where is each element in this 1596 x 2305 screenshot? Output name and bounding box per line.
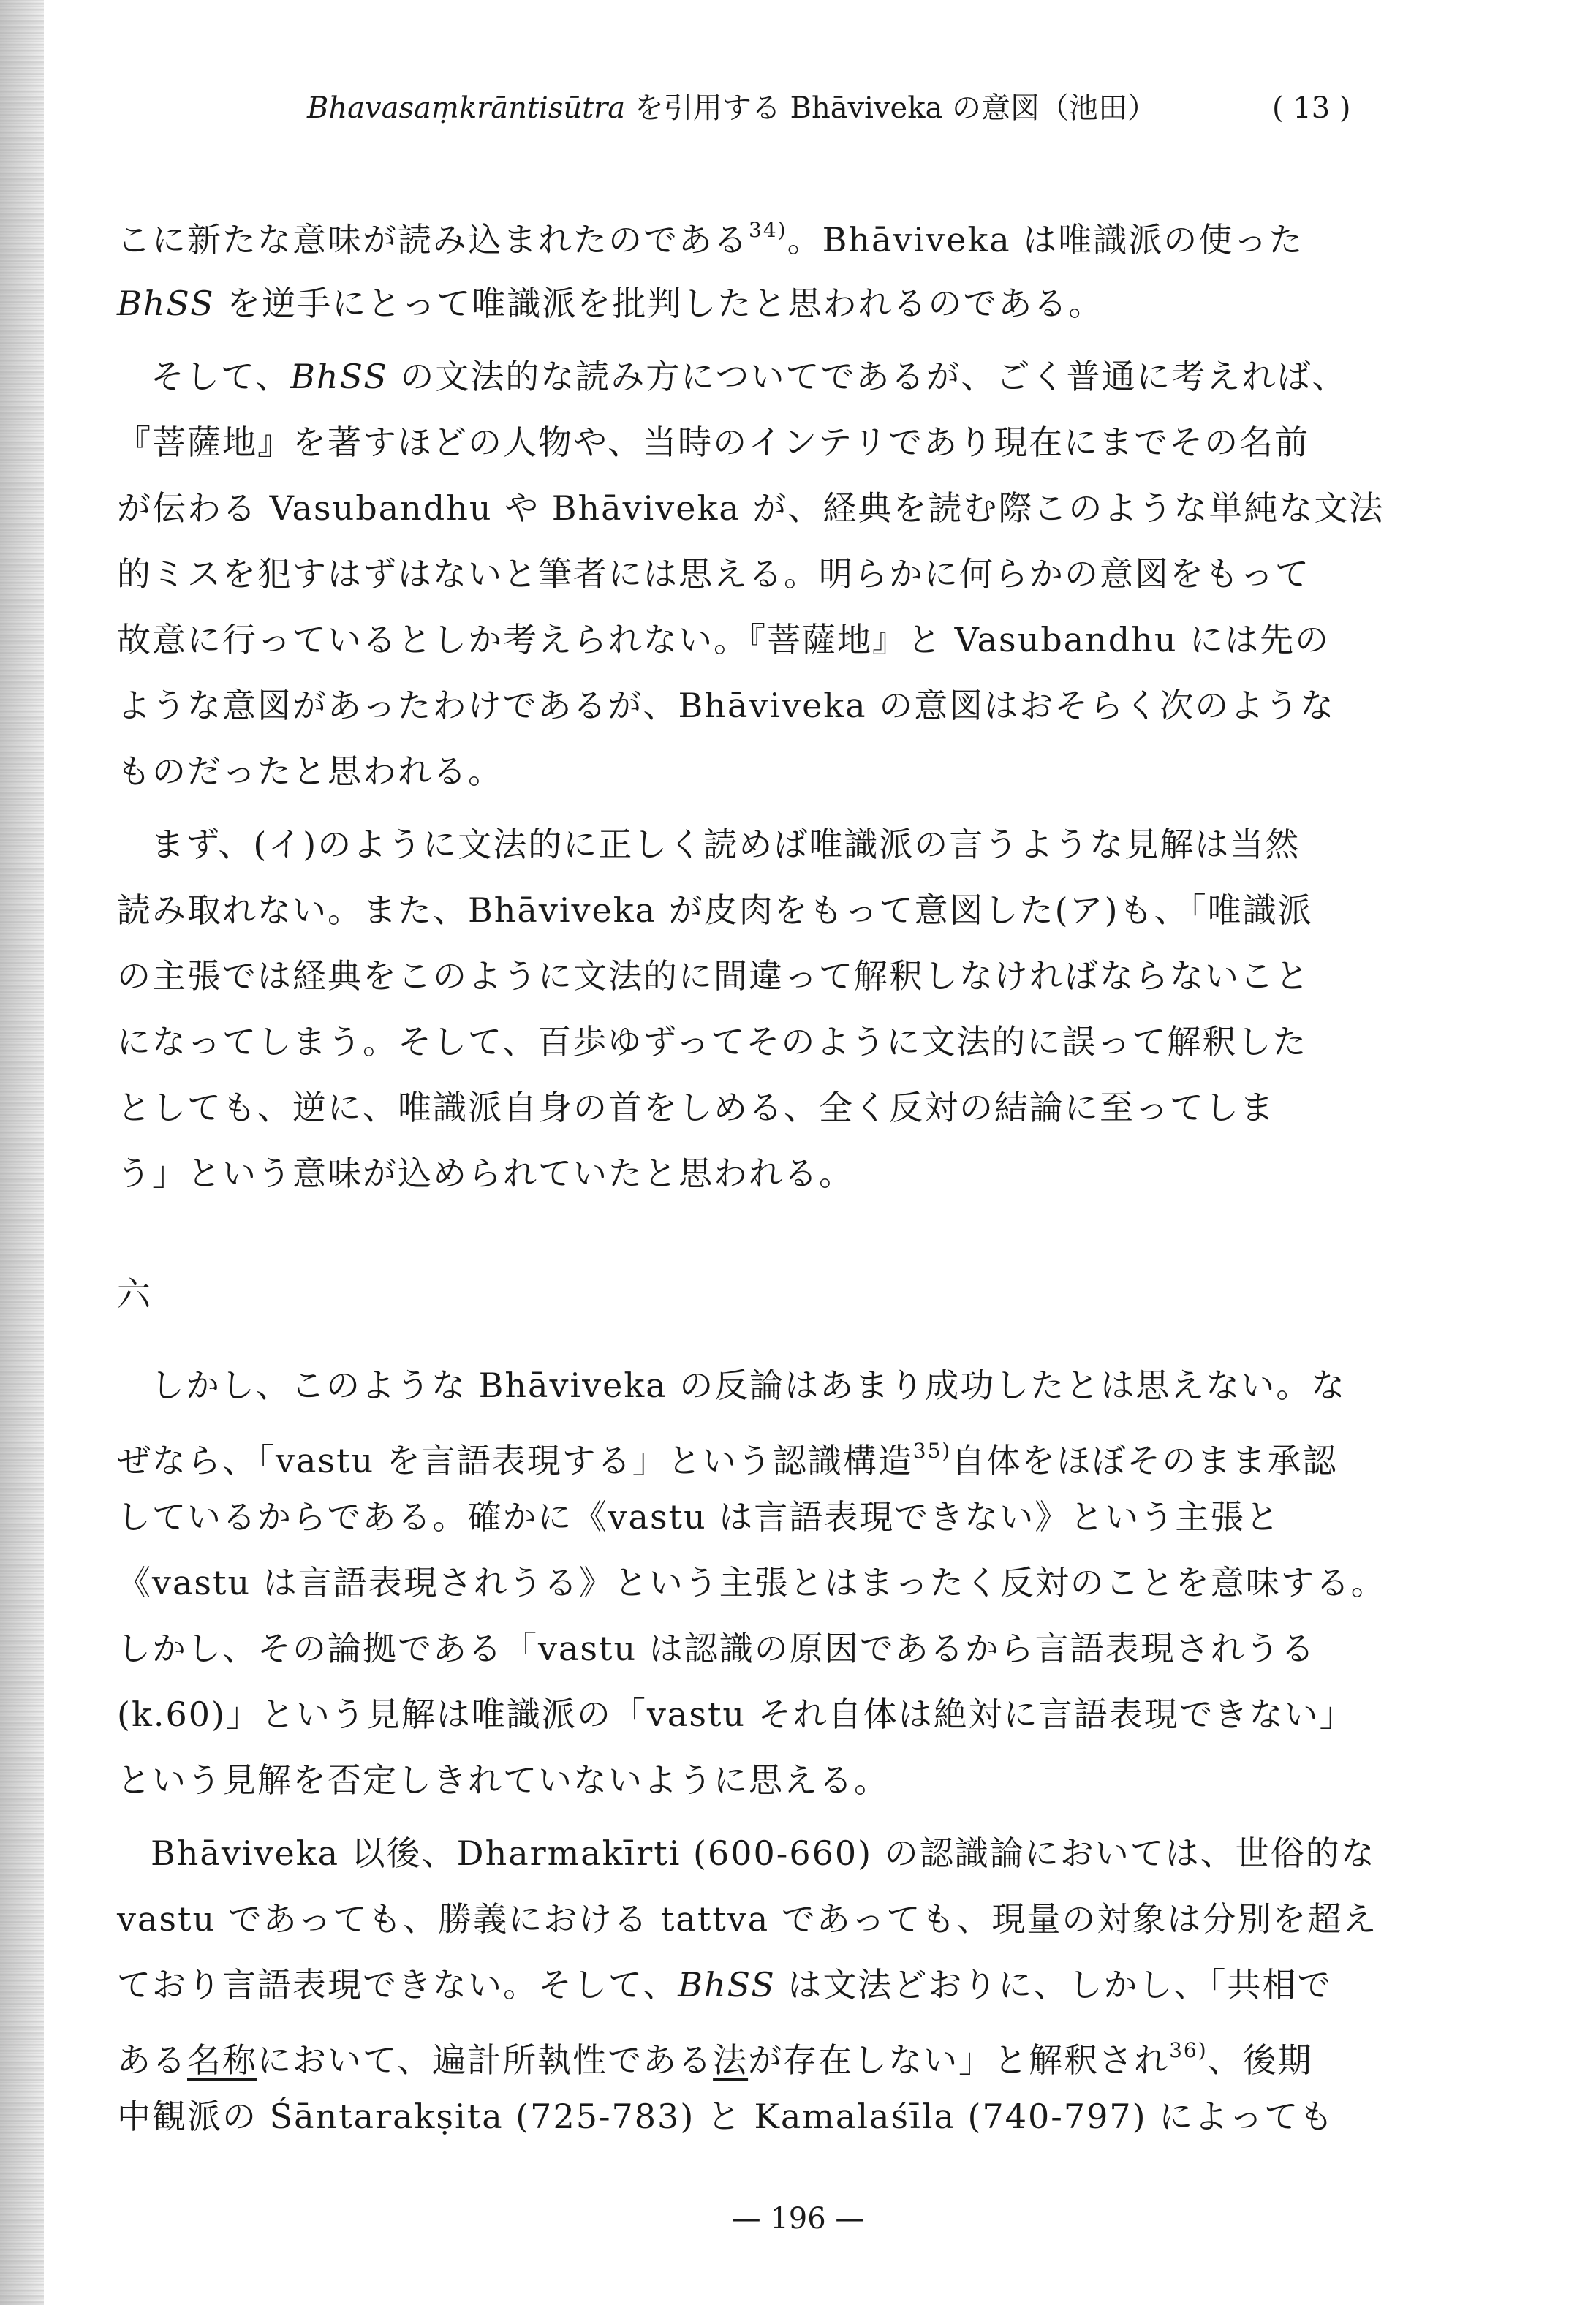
text-run: 自体をほぼそのまま承認: [951, 1441, 1338, 1480]
text-line: 故意に行っているとしか考えられない。『菩薩地』と Vasubandhu には先の: [117, 620, 1331, 659]
section-heading: 六: [117, 1274, 151, 1314]
underlined-term: 名称: [187, 2040, 257, 2080]
text-line: の主張では経典をこのように文法的に間違って解釈しなければならないこと: [117, 956, 1310, 996]
text-line: しかし、このような Bhāviveka の反論はあまり成功したとは思えない。な: [151, 1366, 1347, 1405]
text-line: う」という意味が込められていたと思われる。: [117, 1154, 854, 1193]
text-run: を逆手にとって唯識派を批判したと思われるのである。: [214, 284, 1104, 323]
text-line: としても、逆に、唯識派自身の首をしめる、全く反対の結論に至ってしま: [117, 1088, 1275, 1127]
text-line: 読み取れない。また、Bhāviveka が皮肉をもって意図した(ア)も、「唯識派: [117, 890, 1313, 930]
text-line: [117, 201, 1374, 260]
footnote-ref: 34): [749, 218, 787, 242]
text-line: ものだったと思われる。: [117, 752, 503, 791]
scan-edge-shadow: [0, 0, 44, 2305]
text-run: そして、: [151, 357, 291, 396]
footnote-ref: 36): [1169, 2038, 1208, 2062]
text-run: ており言語表現できない。そして、: [117, 1965, 678, 2005]
footnote-ref: 35): [912, 1439, 952, 1463]
text-line: [117, 1422, 1374, 1480]
text-run: は文法どおりに、しかし、「共相で: [775, 1965, 1333, 2005]
text-line: vastu であっても、勝義における tattva であっても、現量の対象は分別を超え: [117, 1899, 1378, 1939]
text-line: という見解を否定しきれていないように思える。: [117, 1760, 889, 1800]
text-line: [117, 1956, 1374, 2014]
text-line: 《vastu は言語表現されうる》という主張とはまったく反対のことを意味する。: [117, 1563, 1386, 1602]
running-header: [307, 86, 1389, 130]
footer-page-number: — 196 —: [731, 2202, 865, 2236]
text-run: が存在しない」と解釈され: [748, 2040, 1170, 2080]
text-run: の文法的な読み方についてであるが、ごく普通に考えれば、: [387, 357, 1347, 396]
text-line: まず、(イ)のように文法的に正しく読めば唯識派の言うような見解は当然: [151, 825, 1301, 864]
text-line: [117, 274, 1374, 333]
text-line: 中観派の Śāntarakṣita (725-783) と Kamalaśīla (740-797) によっても: [117, 2097, 1335, 2136]
text-line: Bhāviveka 以後、Dharmakīrti (600-660) の認識論においては、世俗的な: [151, 1833, 1376, 1873]
text-run: ぜなら、「vastu を言語表現する」という認識構造: [117, 1441, 913, 1480]
header-page-number: ( 13 ): [1272, 91, 1351, 125]
text-run: において、遍計所執性である: [257, 2040, 714, 2080]
underlined-term: 法: [713, 2040, 749, 2080]
text-run: 。Bhāviveka は唯識派の使った: [787, 220, 1304, 260]
abbrev-italic: BhSS: [290, 357, 388, 396]
text-line: が伝わる Vasubandhu や Bhāviveka が、経典を読む際このような単純な文法: [117, 488, 1385, 528]
abbrev-italic: BhSS: [117, 284, 215, 323]
text-line: 的ミスを犯すはずはないと筆者には思える。明らかに何らかの意図をもって: [117, 554, 1310, 594]
text-run: ある: [117, 2040, 187, 2080]
text-line: (k.60)」という見解は唯識派の「vastu それ自体は絶対に言語表現できない」: [117, 1695, 1355, 1734]
text-line: 『菩薩地』を著すほどの人物や、当時のインテリであり現在にまでその名前: [117, 423, 1310, 462]
text-line: になってしまう。そして、百歩ゆずってそのように文法的に誤って解釈した: [117, 1022, 1308, 1061]
text-line: ような意図があったわけであるが、Bhāviveka の意図はおそらく次のような: [117, 686, 1336, 725]
text-line: [151, 347, 1408, 406]
running-title-italic: Bhavasaṃkrāntisūtra: [307, 91, 626, 125]
text-line: [117, 2021, 1374, 2080]
running-title-rest: を引用する Bhāviveka の意図（池田）: [625, 91, 1157, 125]
text-line: しているからである。確かに《vastu は言語表現できない》という主張と: [117, 1497, 1281, 1537]
text-run: 、後期: [1207, 2040, 1313, 2080]
text-line: しかし、その論拠である「vastu は認識の原因であるから言語表現されうる: [117, 1629, 1316, 1668]
text-run: こに新たな意味が読み込まれたのである: [117, 220, 749, 260]
abbrev-italic: BhSS: [678, 1965, 776, 2005]
